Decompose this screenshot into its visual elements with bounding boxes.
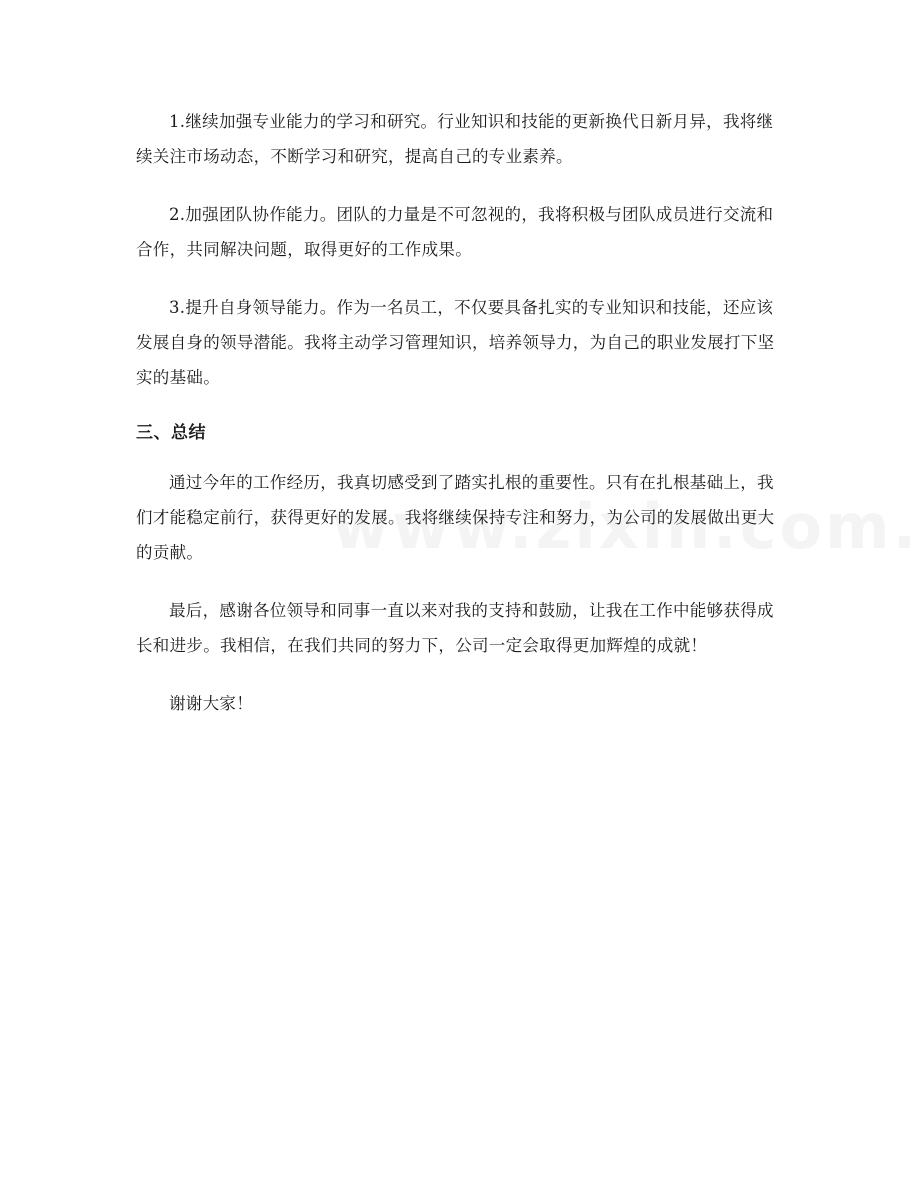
paragraph-thanks: 最后，感谢各位领导和同事一直以来对我的支持和鼓励，让我在工作中能够获得成长和进步。我相信，在我们共同的努力下，公司一定会取得更加辉煌的成就！ <box>136 601 774 655</box>
paragraph-item-2: 2.加强团队协作能力。团队的力量是不可忽视的，我将积极与团队成员进行交流和合作，共同解决问题，取得更好的工作成果。 <box>136 205 774 259</box>
paragraph-closing: 谢谢大家！ <box>169 694 253 713</box>
paragraph-item-1: 1.继续加强专业能力的学习和研究。行业知识和技能的更新换代日新月异，我将继续关注市场动态，不断学习和研究，提高自己的专业素养。 <box>136 112 774 166</box>
section-heading-summary: 三、总结 <box>136 423 206 443</box>
document-page <box>136 104 786 744</box>
paragraph-summary: 通过今年的工作经历，我真切感受到了踏实扎根的重要性。只有在扎根基础上，我们才能稳定前行，获得更好的发展。我将继续保持专注和努力，为公司的发展做出更大的贡献。 <box>136 473 775 562</box>
paragraph-item-3: 3.提升自身领导能力。作为一名员工，不仅要具备扎实的专业知识和技能，还应该发展自身的领导潜能。我将主动学习管理知识，培养领导力，为自己的职业发展打下坚实的基础。 <box>136 298 775 387</box>
